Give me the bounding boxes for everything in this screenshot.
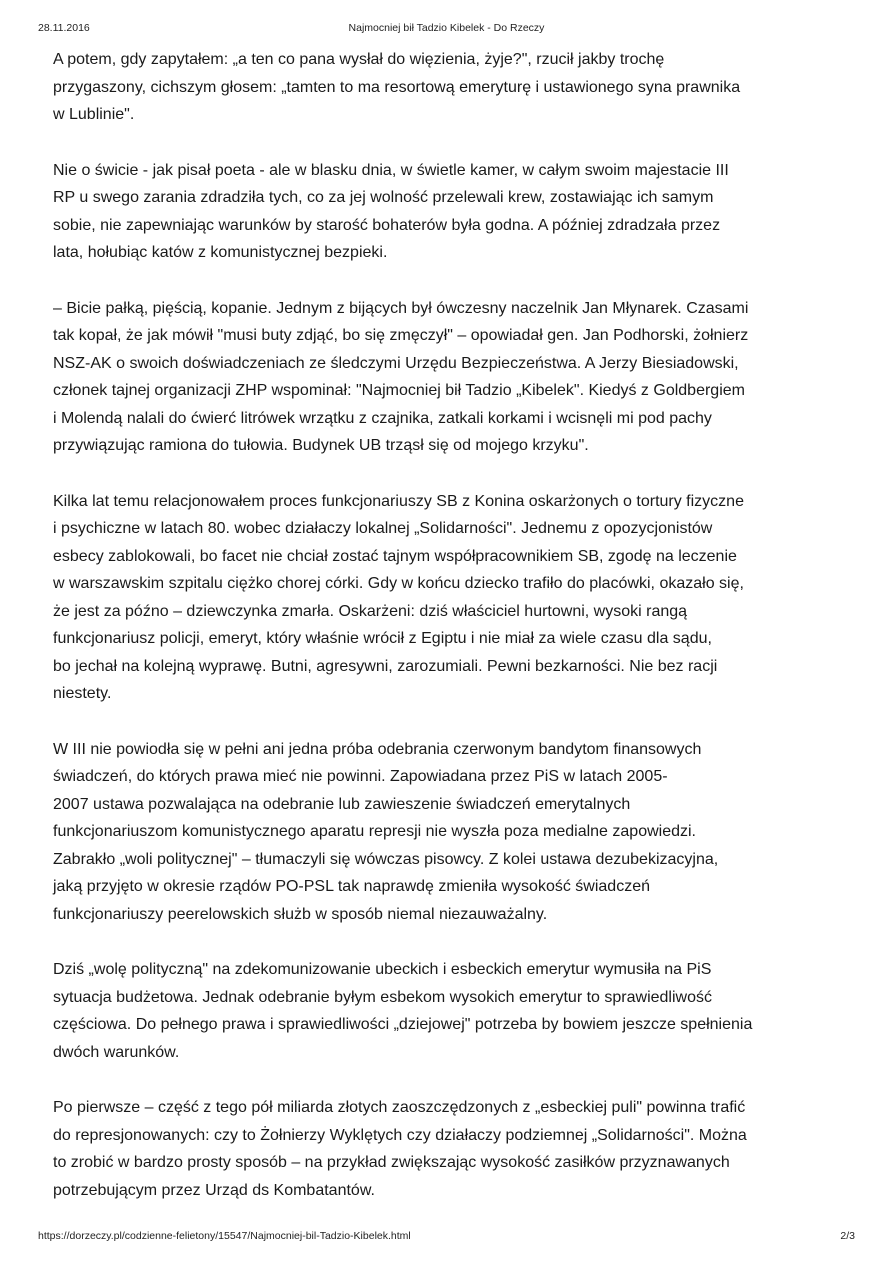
print-date: 28.11.2016 [38,22,90,34]
article-paragraph [53,46,853,129]
article-paragraph [53,956,853,1066]
paragraph-line: jaką przyjęto w okresie rządów PO-PSL tak naprawdę zmieniła wysokość świadczeń [53,878,650,895]
page-number: 2/3 [840,1230,855,1242]
paragraph-line: sobie, nie zapewniając warunków by starość bohaterów była godna. A później zdradzała przez [53,216,721,234]
article-body [53,46,853,1204]
page-header [0,22,893,36]
paragraph-line: przygaszony, cichszym głosem: „tamten to ma resortową emeryturę i ustawionego syna prawnika [53,78,741,96]
paragraph-line: w warszawskim szpitalu ciężko chorej córki. Gdy w końcu dziecko trafiło do placówki, okazało się, [53,575,744,592]
paragraph-line: Po pierwsze – część z tego pół miliarda złotych zaoszczędzonych z „esbeckiej puli" powinna trafić [53,1099,746,1116]
article-paragraph [53,488,853,708]
paragraph-line: to zrobić w bardzo prosty sposób – na przykład zwiększając wysokość zasiłków przyznawanych [53,1154,730,1171]
paragraph-line: sytuacja budżetowa. Jednak odebranie byłym esbekom wysokich emerytur to sprawiedliwość [53,988,712,1006]
paragraph-line: funkcjonariuszy peerelowskich służb w sposób niemal niezauważalny. [53,905,548,923]
paragraph-line: i psychiczne w latach 80. wobec działaczy lokalnej „Solidarności". Jednemu z opozycjonistów [53,520,713,537]
paragraph-line: Zabrakło „woli politycznej" – tłumaczyli się wówczas pisowcy. Z kolei ustawa dezubekizacyjna, [53,850,719,868]
paragraph-line: świadczeń, do których prawa mieć nie powinni. Zapowiadana przez PiS w latach 2005- [53,768,668,785]
paragraph-line: 2007 ustawa pozwalająca na odebranie lub zawieszenie świadczeń emerytalnych [53,795,631,813]
paragraph-line: w Lublinie". [53,106,135,123]
paragraph-line: częściowa. Do pełnego prawa i sprawiedliwości „dziejowej" potrzeba by bowiem jeszcze spełnienia [53,1016,753,1033]
article-paragraph [53,157,853,267]
paragraph-line: – Bicie pałką, pięścią, kopanie. Jednym z bijących był ówczesny naczelnik Jan Młynarek. Czasami [53,299,749,317]
paragraph-line: potrzebującym przez Urząd ds Kombatantów. [53,1181,375,1199]
article-paragraph [53,295,853,460]
paragraph-line: bo jechał na kolejną wyprawę. Butni, agresywni, zarozumiali. Pewni bezkarności. Nie bez racji [53,657,718,675]
page-title: Najmocniej bił Tadzio Kibelek - Do Rzeczy [348,22,545,34]
paragraph-line: do represjonowanych: czy to Żołnierzy Wyklętych czy działaczy podziemnej „Solidarności". Można [53,1126,747,1144]
paragraph-line: niestety. [53,685,112,702]
paragraph-line: członek tajnej organizacji ZHP wspominał: "Najmocniej bił Tadzio „Kibelek". Kiedyś z Goldbergiem [53,382,745,399]
paragraph-line: W III nie powiodła się w pełni ani jedna próba odebrania czerwonym bandytom finansowych [53,740,702,758]
paragraph-line: tak kopał, że jak mówił "musi buty zdjąć, bo się zmęczył" – opowiadał gen. Jan Podhorski, żołnierz [53,327,749,344]
source-url-link[interactable]: https://dorzeczy.pl/codzienne-felietony/15547/Najmocniej-bil-Tadzio-Kibelek.html [38,1230,411,1242]
paragraph-line: Kilka lat temu relacjonowałem proces funkcjonariuszy SB z Konina oskarżonych o tortury fizyczne [53,492,744,510]
paragraph-line: dwóch warunków. [53,1043,180,1061]
paragraph-line: lata, hołubiąc katów z komunistycznej bezpieki. [53,244,388,261]
page-footer [0,1230,893,1244]
paragraph-line: Nie o świcie - jak pisał poeta - ale w blasku dnia, w świetle kamer, w całym swoim majestacie III [53,161,729,179]
paragraph-line: NSZ-AK o swoich doświadczeniach ze śledczymi Urzędu Bezpieczeństwa. A Jerzy Biesiadowski, [53,354,739,372]
paragraph-line: Dziś „wolę polityczną" na zdekomunizowanie ubeckich i esbeckich emerytur wymusiła na PiS [53,961,712,978]
paragraph-line: że jest za późno – dziewczynka zmarła. Oskarżeni: dziś właściciel hurtowni, wysoki rangą [53,602,688,620]
paragraph-line: esbecy zablokowali, bo facet nie chciał zostać tajnym współpracownikiem SB, zgodę na leczenie [53,547,737,565]
paragraph-line: przywiązując ramiona do tułowia. Budynek UB trząsł się od mojego krzyku". [53,437,589,454]
paragraph-line: RP u swego zarania zdradziła tych, co za jej wolność przelewali krew, zostawiając ich samym [53,189,714,206]
article-paragraph [53,1094,853,1204]
paragraph-line: A potem, gdy zapytałem: „a ten co pana wysłał do więzienia, żyje?", rzucił jakby trochę [53,51,665,68]
paragraph-line: i Molendą nalali do ćwierć litrówek wrzątku z czajnika, zatkali korkami i wcisnęli mi pod pachy [53,409,712,427]
article-paragraph [53,736,853,929]
paragraph-line: funkcjonariusz policji, emeryt, który właśnie wrócił z Egiptu i nie miał za wiele czasu dla sądu, [53,630,712,647]
paragraph-line: funkcjonariuszom komunistycznego aparatu represji nie wyszła poza medialne zapowiedzi. [53,823,696,840]
